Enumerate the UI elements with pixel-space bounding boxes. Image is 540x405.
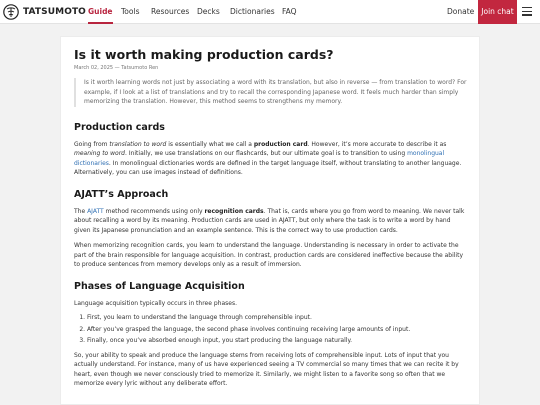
- brand-logo[interactable]: [3, 4, 86, 20]
- list-item: 3. Finally, once you’ve absorbed enough input, you start producing the language naturally.: [87, 336, 468, 346]
- tatsumoto-logo-icon: [3, 4, 19, 20]
- brand-name: TATSUMOTO: [23, 7, 86, 17]
- phases-paragraph-2: So, your ability to speak and produce the language stems from receiving lots of comprehensible input. Lots of input that you actually understand. For instance, many of us have experienced seeing a TV commercial so many times that we can recite it by heart, even though we never consciously tried to memorize it. Similarly, we might listen to a favorite song so often that we memorize every lyric without any deliberate effort.: [74, 351, 459, 387]
- article-card: [60, 36, 480, 405]
- section-heading-phases: Phases of Language Acquisition: [74, 280, 245, 292]
- hamburger-menu-icon[interactable]: [522, 7, 532, 17]
- article-intro-quote: Is it worth learning words not just by associating a word with its translation, but also in reverse — from translation to word? For example, if I look at a list of translations and try to recall the corresponding Japanese word. It feels much harder than simply memorizing the translation. However, this method seems to strengthens my memory.: [74, 78, 468, 107]
- nav-item-resources[interactable]: Resources: [151, 7, 190, 16]
- nav-item-guide[interactable]: Guide: [88, 0, 113, 24]
- list-item: 1. First, you learn to understand the language through comprehensible input.: [87, 313, 468, 323]
- ajatt-paragraph-1: The AJATT method recommends using only recognition cards. That is, cards where you go from word to meaning. We never talk about recalling a word by its meaning. Production cards are used in AJATT, but only where the task is to write a word by hand given its Japanese pronunciation and an example sentence. This is the correct way to use production cards.: [74, 207, 465, 234]
- monolingual-dictionaries-link[interactable]: monolingual dictionaries: [74, 150, 445, 167]
- nav-item-faq[interactable]: FAQ: [282, 7, 297, 16]
- article-content: [74, 46, 468, 389]
- nav-item-decks[interactable]: Decks: [197, 7, 220, 16]
- article-meta: March 02, 2025 — Tatsumoto Ren: [74, 65, 159, 71]
- production-cards-paragraph: Going from translation to word is essentially what we call a production card. However, it’s more accurate to describe it as meaning to word. Initially, we use translations on our flashcards, but our ultimate goal is to transition to using monolingual dictionaries. In monolingual dictionaries words are defined in the target language itself, without translating to another language. Alternatively, you can use images instead of definitions.: [74, 140, 462, 176]
- ajatt-link[interactable]: AJATT: [87, 207, 104, 215]
- top-navigation-bar: [0, 0, 540, 24]
- article-title: Is it worth making production cards?: [74, 47, 334, 62]
- join-chat-button[interactable]: Join chat: [478, 0, 517, 24]
- list-item: 2. After you’ve grasped the language, the second phase involves continuing receiving large amounts of input.: [87, 325, 468, 335]
- phases-list: [74, 313, 468, 346]
- section-heading-production-cards: Production cards: [74, 121, 165, 133]
- nav-item-tools[interactable]: Tools: [121, 7, 140, 16]
- donate-link[interactable]: Donate: [447, 7, 475, 16]
- phases-intro-paragraph: Language acquisition typically occurs in three phases.: [74, 299, 237, 307]
- section-heading-ajatt-approach: AJATT’s Approach: [74, 188, 169, 200]
- nav-item-dictionaries[interactable]: Dictionaries: [230, 7, 275, 16]
- ajatt-paragraph-2: When memorizing recognition cards, you learn to understand the language. Understanding is necessary in order to activate the part of the brain responsible for language acquisition. In contrast, production cards are considered ineffective because the ability to produce sentences from memory develops only as a result of immersion.: [74, 242, 464, 268]
